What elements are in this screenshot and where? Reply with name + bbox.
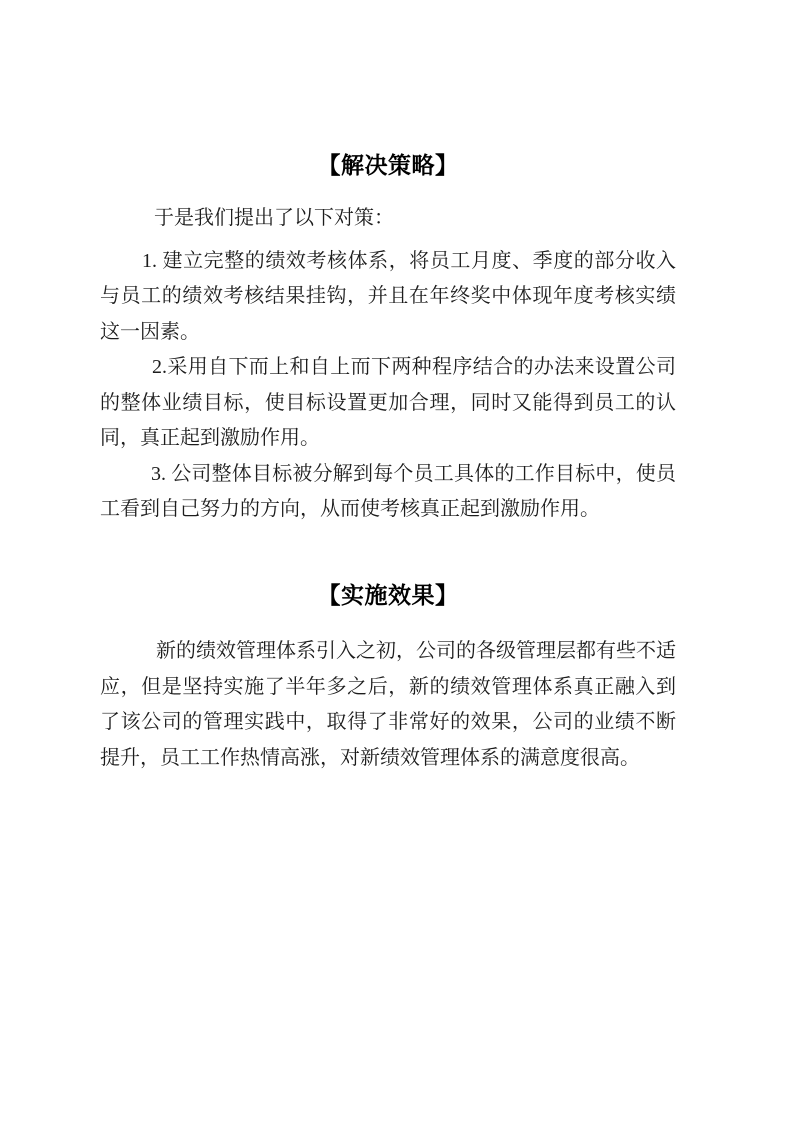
text-line: 了该公司的管理实践中，取得了非常好的效果，公司的业绩不断: [100, 711, 676, 733]
text-line: 与员工的绩效考核结果挂钩，并且在年终奖中体现年度考核实绩: [100, 285, 676, 307]
section-body-implementation-results: [100, 634, 676, 776]
text-line: 这一因素。: [100, 320, 200, 343]
text-line: 工看到自己努力的方向，从而使考核真正起到激励作用。: [100, 498, 600, 520]
section-heading-implementation-results: 【实施效果】: [317, 583, 459, 608]
section-heading-solution-strategy: 【解决策略】: [317, 153, 459, 178]
text-line: 同，真正起到激励作用。: [100, 427, 320, 449]
text-line: 3. 公司整体目标被分解到每个员工具体的工作目标中，使员: [151, 462, 676, 485]
paragraph-strategy-1: [100, 244, 676, 351]
paragraph-results: [100, 634, 676, 776]
text-line: 于是我们提出了以下对策：: [154, 207, 394, 229]
paragraph-strategy-3: [100, 457, 676, 528]
text-line: 新的绩效管理体系引入之初，公司的各级管理层都有些不适: [156, 640, 676, 662]
paragraph-intro: [100, 201, 676, 237]
section-body-solution-strategy: [100, 201, 676, 528]
text-line: 应，但是坚持实施了半年多之后，新的绩效管理体系真正融入到: [100, 675, 676, 698]
text-line: 提升，员工工作热情高涨，对新绩效管理体系的满意度很高。: [100, 746, 640, 769]
text-line: 1. 建立完整的绩效考核体系，将员工月度、季度的部分收入: [142, 249, 676, 272]
text-line: 2.采用自下而上和自上而下两种程序结合的办法来设置公司: [152, 356, 676, 378]
paragraph-strategy-2: [100, 350, 676, 457]
text-line: 的整体业绩目标，使目标设置更加合理，同时又能得到员工的认: [100, 391, 676, 414]
